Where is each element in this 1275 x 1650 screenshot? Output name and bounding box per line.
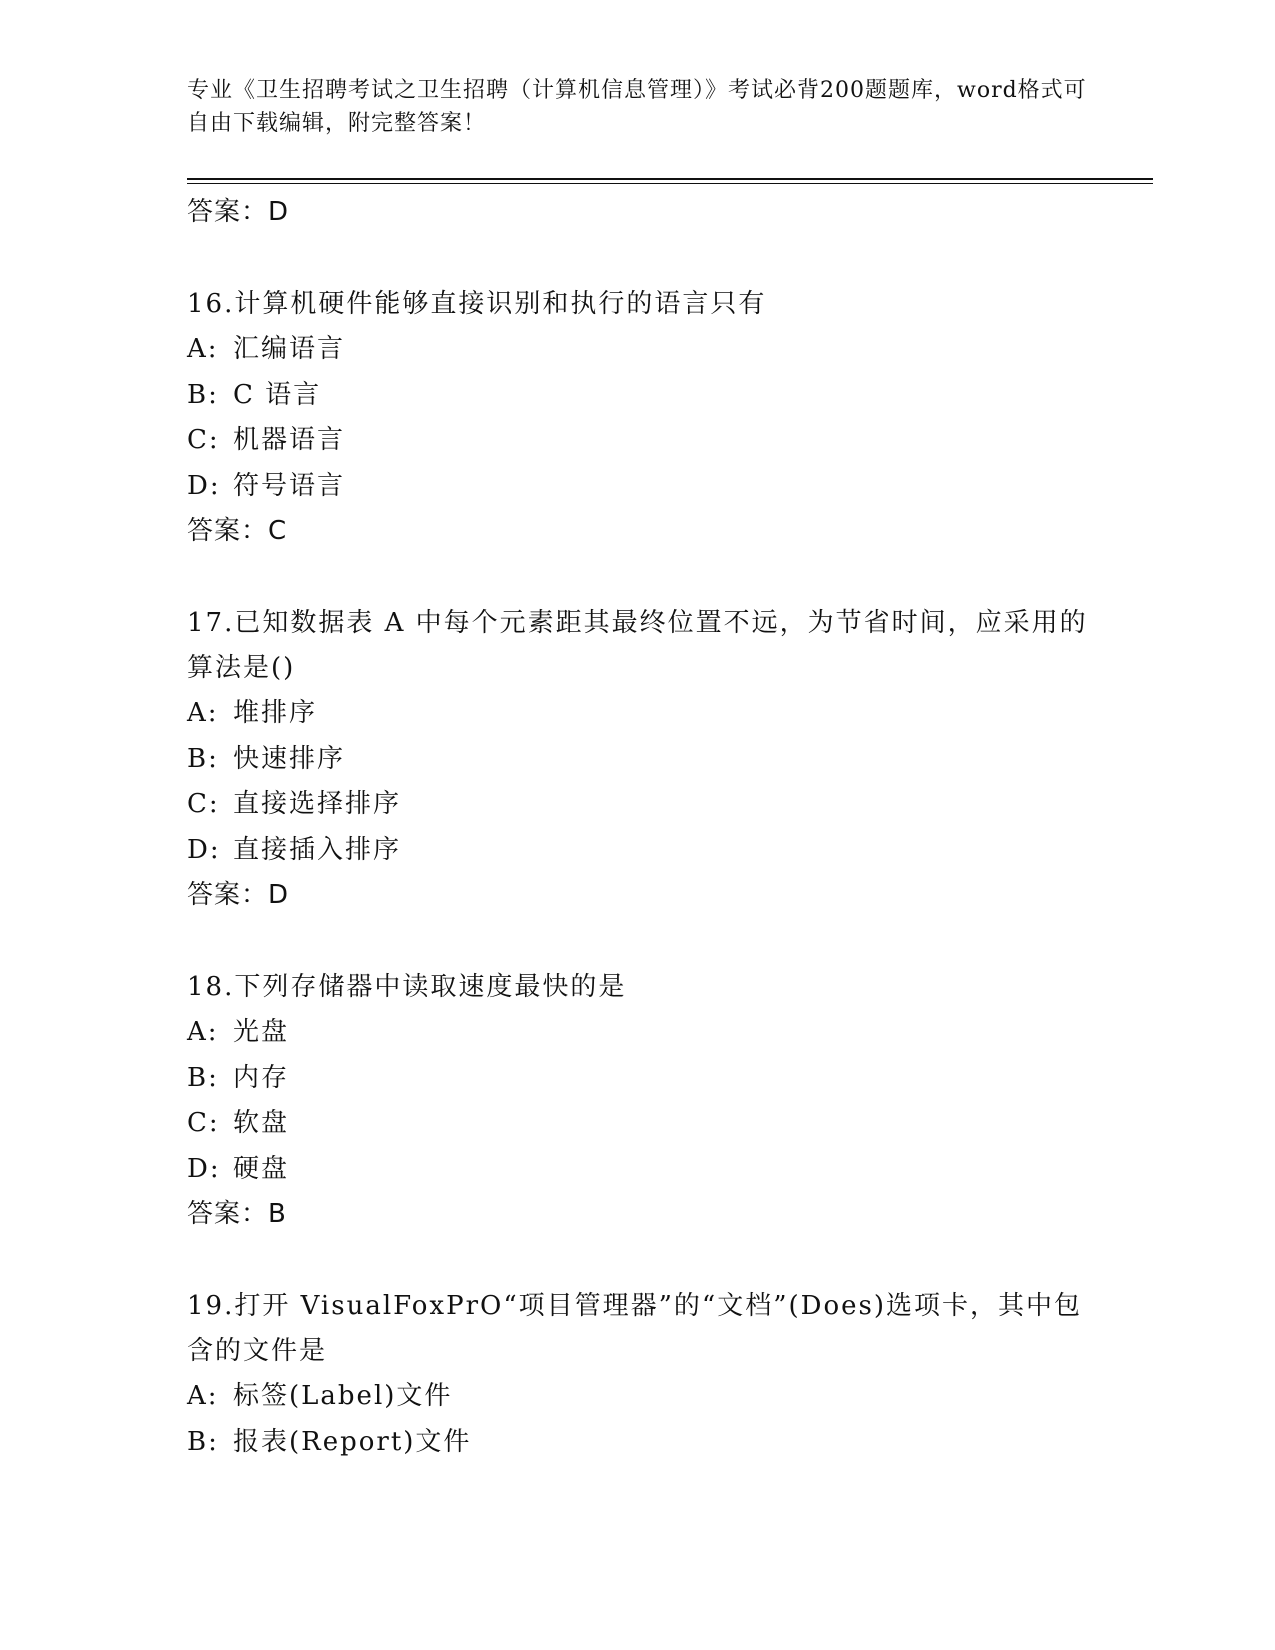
option-a xyxy=(187,1010,1107,1056)
option-key: C: xyxy=(187,789,220,819)
option-c xyxy=(187,418,1107,464)
header-divider-thin xyxy=(187,183,1153,184)
question-17 xyxy=(187,601,1107,917)
option-text: 符号语言 xyxy=(233,470,346,501)
option-b xyxy=(187,737,1107,783)
option-a xyxy=(187,691,1107,737)
option-d xyxy=(187,828,1107,874)
option-text: 光盘 xyxy=(233,1017,290,1047)
header-divider-thick xyxy=(187,178,1153,180)
option-text: 标签(Label)文件 xyxy=(233,1381,453,1411)
question-text: 19.打开 VisualFoxPrO“项目管理器”的“文档”(Does)选项卡，其中包含的文件是 xyxy=(187,1291,1083,1366)
answer-line: 答案：D xyxy=(187,880,290,910)
option-key: C: xyxy=(187,1108,220,1138)
option-key: B: xyxy=(187,379,219,410)
option-text: 内存 xyxy=(233,1062,290,1093)
option-key: A: xyxy=(187,334,219,364)
option-c xyxy=(187,1101,1107,1147)
answer-line: 答案：C xyxy=(187,516,288,546)
option-b xyxy=(187,373,1107,419)
option-key: B: xyxy=(187,1062,219,1093)
question-16 xyxy=(187,282,1107,553)
option-d xyxy=(187,464,1107,510)
option-text: 直接选择排序 xyxy=(233,789,402,819)
question-text: 16.计算机硬件能够直接识别和执行的语言只有 xyxy=(187,289,767,319)
option-a xyxy=(187,1374,1107,1420)
answer-line: 答案：B xyxy=(187,1199,287,1229)
option-key: A: xyxy=(187,1381,219,1411)
option-text: 机器语言 xyxy=(233,425,346,455)
question-18 xyxy=(187,965,1107,1236)
option-text: 硬盘 xyxy=(233,1153,290,1184)
option-text: 报表(Report)文件 xyxy=(233,1426,472,1457)
option-text: 直接插入排序 xyxy=(233,834,402,865)
option-a xyxy=(187,327,1107,373)
question-text: 17.已知数据表 A 中每个元素距其最终位置不远，为节省时间，应采用的算法是() xyxy=(187,608,1088,683)
option-key: C: xyxy=(187,425,220,455)
option-d xyxy=(187,1147,1107,1193)
option-text: C 语言 xyxy=(233,379,322,410)
option-key: A: xyxy=(187,698,219,728)
option-key: D: xyxy=(187,834,221,865)
option-key: B: xyxy=(187,743,219,774)
option-c xyxy=(187,782,1107,828)
option-text: 汇编语言 xyxy=(233,334,346,364)
option-key: A: xyxy=(187,1017,219,1047)
document-body xyxy=(187,190,1107,1465)
answer-line: 答案：D xyxy=(187,197,290,227)
option-key: B: xyxy=(187,1426,219,1457)
option-key: D: xyxy=(187,470,221,501)
option-b xyxy=(187,1420,1107,1466)
option-b xyxy=(187,1056,1107,1102)
option-key: D: xyxy=(187,1153,221,1184)
option-text: 软盘 xyxy=(233,1108,290,1138)
question-text: 18.下列存储器中读取速度最快的是 xyxy=(187,972,627,1002)
question-19 xyxy=(187,1284,1107,1465)
option-text: 堆排序 xyxy=(233,698,318,728)
option-text: 快速排序 xyxy=(233,743,346,774)
document-header: 专业《卫生招聘考试之卫生招聘（计算机信息管理）》考试必背200题题库，word格式可自由下载编辑，附完整答案！ xyxy=(187,78,1087,136)
